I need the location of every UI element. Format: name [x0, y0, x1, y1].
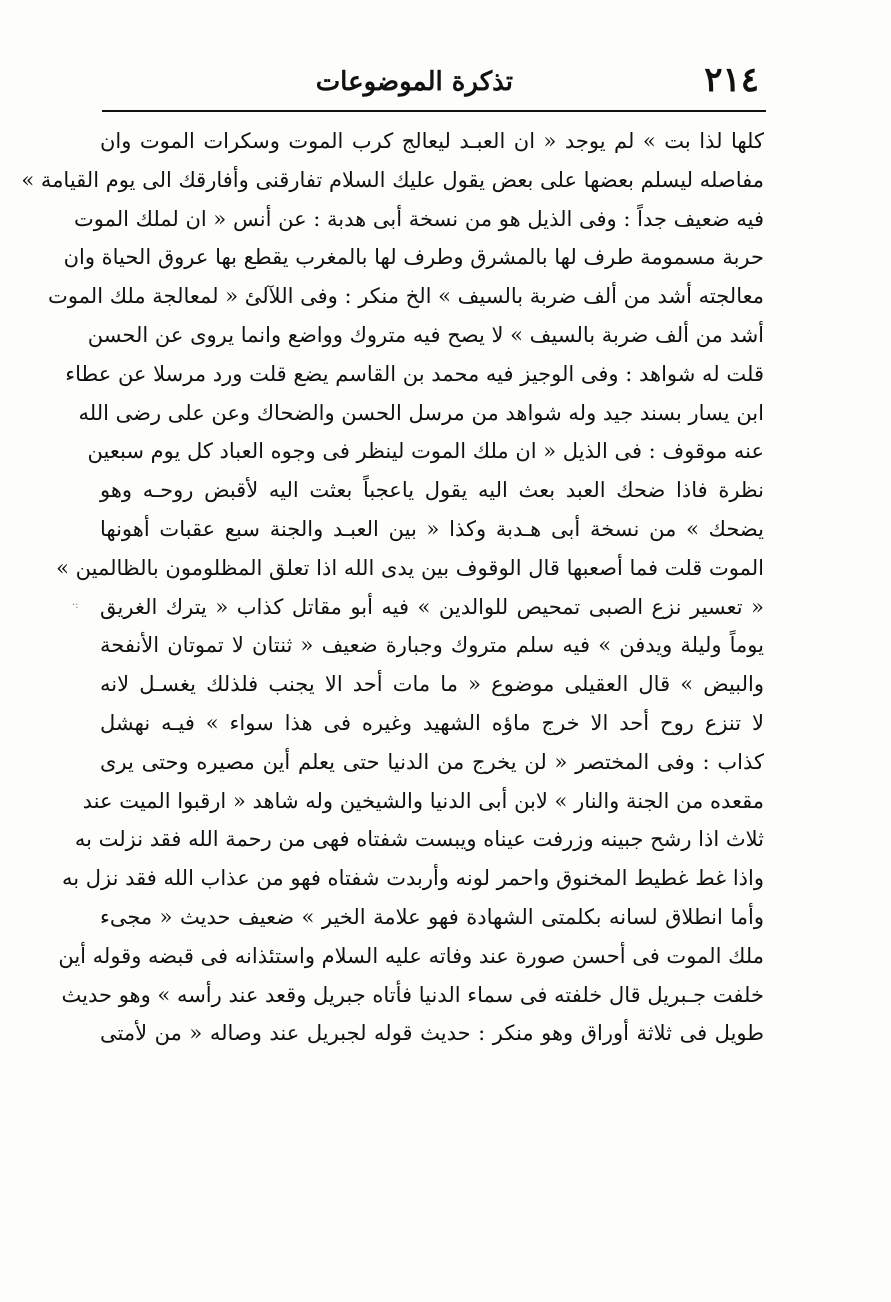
- page-header: [100, 58, 763, 108]
- text-line: كلها لذا بت » لم يوجد « ان العبـد ليعالج كرب الموت وسكرات الموت وان: [100, 129, 764, 153]
- text-line: ثلاث اذا رشح جبينه وزرفت عيناه ويبست شفتاه فهى من رحمة الله فقد نزلت به: [74, 827, 764, 852]
- margin-mark: ·:: [72, 600, 79, 611]
- text-line: والبيض » قال العقيلى موضوع « ما مات أحد الا يجنب فلذلك يغسـل لانه: [100, 672, 764, 697]
- text-line: معالجته أشد من ألف ضربة بالسيف » الخ منكر : وفى اللآلئ « لمعالجة ملك الموت: [48, 284, 764, 309]
- text-line: وأما انطلاق لسانه بكلمتى الشهادة فهو علامة الخير » ضعيف حديث « مجىء: [100, 904, 764, 929]
- text-line: قلت له شواهد : وفى الوجيز فيه محمد بن القاسم يضع قلت ورد مرسلا عن عطاء: [65, 361, 764, 386]
- text-line: ملك الموت فى أحسن صورة عند وفاته عليه السلام واستئذانه فى قبضه وقوله أين: [58, 943, 764, 968]
- text-line: أشد من ألف ضربة بالسيف » لا يصح فيه متروك وواضع وانما يروى عن الحسن: [87, 322, 764, 347]
- text-line: كذاب : وفى المختصر « لن يخرج من الدنيا حتى يعلم أين مصيره وحتى يرى: [100, 749, 764, 774]
- body-text: [21, 122, 764, 1287]
- text-line: مقعده من الجنة والنار » لابن أبى الدنيا والشيخين وله شاهد « ارقبوا الميت عند: [82, 788, 764, 813]
- text-line: « تعسير نزع الصبى تمحيص للوالدين » فيه أبو مقاتل كذاب « يترك الغريق: [100, 594, 764, 619]
- text-line: حربة مسمومة طرف لها بالمشرق وطرف لها بالمغرب يقطع بها عروق الحياة وان: [63, 245, 764, 270]
- text-line: مفاصله ليسلم بعضها على بعض يقول عليك السلام تفارقنى وأفارقك الى يوم القيامة »: [21, 167, 764, 192]
- text-line: واذا غط غطيط المخنوق واحمر لونه وأربدت شفتاه فهو من عذاب الله فقد نزل به: [61, 866, 764, 891]
- text-line: نظرة فاذا ضحك العبد بعث اليه يقول ياعجباً بعثت اليه لأقبض روحـه وهو: [100, 478, 764, 503]
- text-line: عنه موقوف : فى الذيل « ان ملك الموت لينظر فى وجوه العباد كل يوم سبعين: [87, 439, 764, 464]
- text-line: الموت قلت فما أصعبها قال الوقوف بين يدى الله اذا تعلق المظلومون بالظالمين »: [56, 555, 764, 580]
- text-line: فيه ضعيف جداً : وفى الذيل هو من نسخة أبى هدبة : عن أنس « ان لملك الموت: [73, 206, 764, 231]
- text-line: يضحك » من نسخة أبى هـدبة وكذا « بين العبـد والجنة سبع عقبات أهونها: [100, 516, 764, 541]
- text-line: لا تنزع روح أحد الا خرج ماؤه الشهيد وغيره فى هذا سواء » فيـه نهشل: [100, 710, 764, 735]
- text-line: ابن يسار بسند جيد وله شواهد من مرسل الحسن والضحاك وعن على رضى الله: [78, 400, 764, 425]
- running-title: تذكرة الموضوعات: [315, 67, 513, 97]
- header-divider: [102, 110, 766, 112]
- text-line: طويل فى ثلاثة أوراق وهو منكر : حديث قوله لجبريل عند وصاله « من لأمتى: [100, 1021, 764, 1046]
- page-number: ٢١٤: [704, 60, 759, 100]
- text-line: يوماً وليلة ويدفن » فيه سلم متروك وجبارة ضعيف « ثنتان لا تموتان الأنفحة: [100, 633, 764, 658]
- text-line: خلفت جـبريل قال خلفته فى سماء الدنيا فأتاه جبريل وقعد عند رأسه » وهو حديث: [61, 982, 764, 1007]
